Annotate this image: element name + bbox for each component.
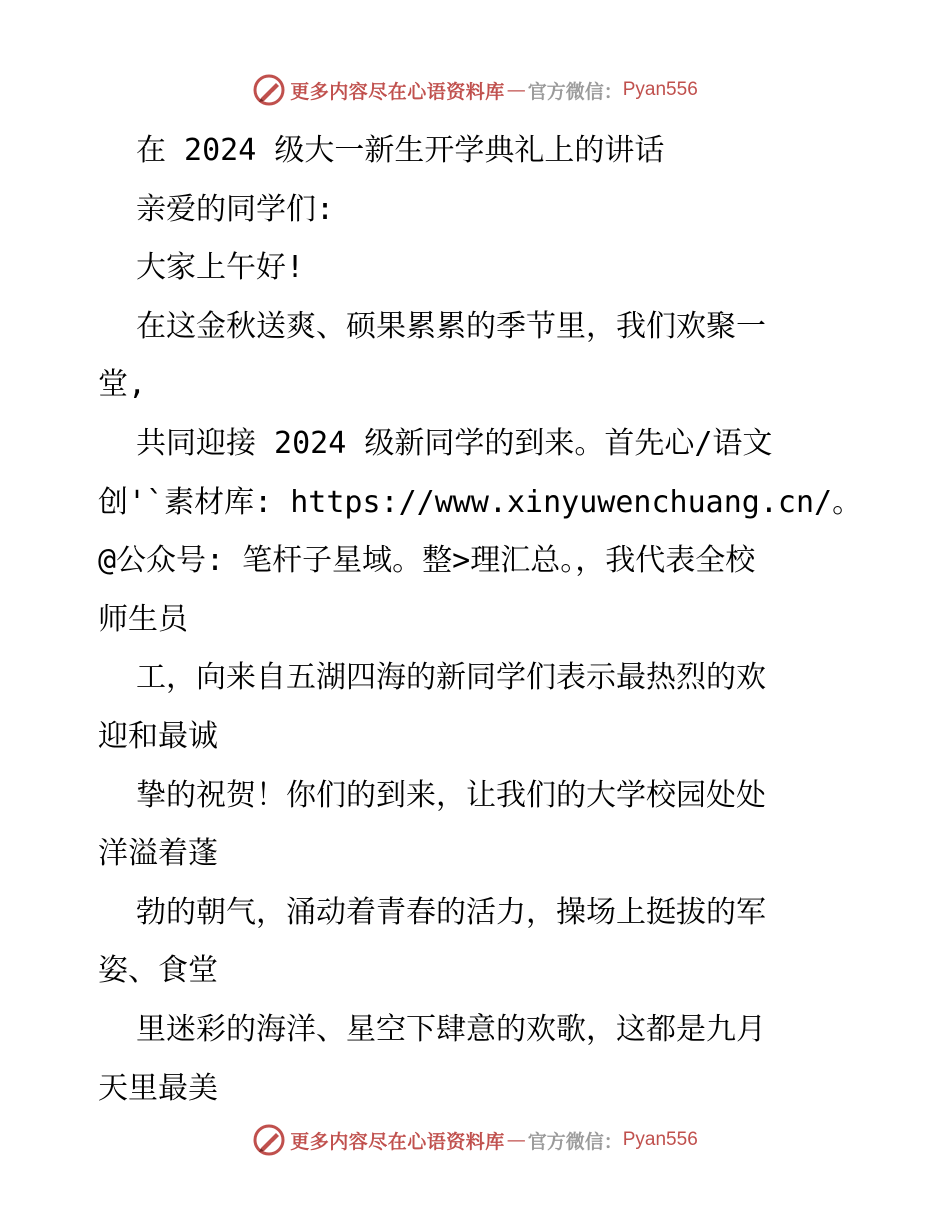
pen-logo-icon — [252, 73, 286, 107]
footer-banner-sub: 官方微信： — [527, 1130, 623, 1153]
header-banner-main: 更多内容尽在心语资料库 — [290, 80, 505, 103]
text-line: 创'`素材库: https://www.xinyuwenchuang.cn/。 — [98, 484, 863, 520]
text-line: 共同迎接 2024 级新同学的到来。首先心/语文 — [136, 425, 773, 461]
speech-body — [98, 122, 878, 1118]
text-line: 迎和最诚 — [98, 718, 218, 754]
text-line: @公众号: 笔杆子星域。整>理汇总。，我代表全校 — [98, 543, 756, 579]
header-banner-id: Pyan556 — [622, 79, 698, 100]
pen-logo-icon — [252, 1123, 286, 1157]
footer-banner — [0, 1120, 950, 1160]
header-banner-dash: — — [506, 79, 526, 101]
footer-banner-dash: — — [506, 1129, 526, 1151]
header-banner-sub: 官方微信： — [527, 80, 623, 103]
text-line: 姿、食堂 — [98, 953, 218, 989]
text-line: 挚的祝贺！你们的到来，让我们的大学校园处处 — [136, 777, 766, 813]
text-line: 在 2024 级大一新生开学典礼上的讲话 — [136, 133, 665, 168]
text-line: 天里最美 — [98, 1070, 218, 1106]
text-line: 洋溢着蓬 — [98, 836, 218, 872]
text-line: 工，向来自五湖四海的新同学们表示最热烈的欢 — [136, 660, 766, 696]
text-line: 堂, — [98, 367, 147, 403]
text-line: 大家上午好! — [136, 250, 305, 286]
text-line: 里迷彩的海洋、星空下肆意的欢歌，这都是九月 — [136, 1011, 766, 1047]
footer-banner-id: Pyan556 — [622, 1129, 698, 1150]
footer-banner-main: 更多内容尽在心语资料库 — [290, 1130, 505, 1153]
text-line: 勃的朝气，涌动着青春的活力，操场上挺拔的军 — [136, 894, 766, 930]
text-line: 师生员 — [98, 601, 188, 637]
text-line: 在这金秋送爽、硕果累累的季节里，我们欢聚一 — [136, 308, 766, 344]
text-line: 亲爱的同学们: — [136, 191, 335, 227]
header-banner — [0, 70, 950, 110]
